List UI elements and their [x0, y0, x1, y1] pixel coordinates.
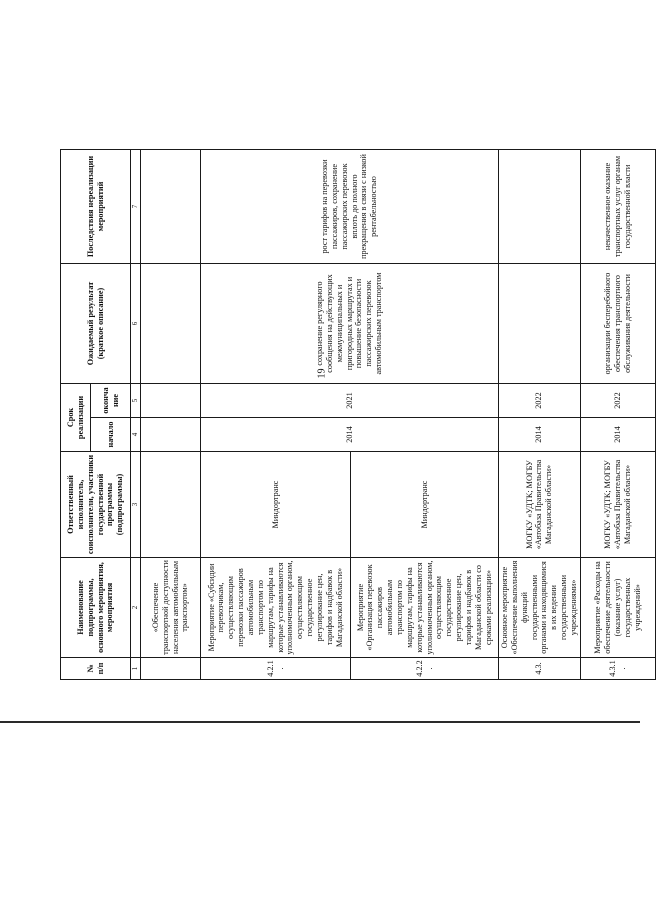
header-num: № п/п	[61, 658, 131, 680]
row-start: 2014	[201, 418, 499, 452]
row-name: «Обеспечение транспортной доступности населения автомобильным транспортом»	[141, 558, 201, 658]
column-number: 3	[131, 452, 141, 558]
column-number: 5	[131, 384, 141, 418]
column-number: 6	[131, 264, 141, 384]
page-number: 19	[316, 368, 328, 379]
row-start: 2014	[580, 418, 655, 452]
header-result: Ожидаемый результат (краткое описание)	[61, 264, 131, 384]
row-result: сохранение регулярного сообщения на действующих межмуниципальных и пригородных маршрутах и повышение безопасности пассажирских перевозок автомобильным транспортом	[201, 264, 499, 384]
row-name: Мероприятие «Организация перевозок пассажиров автомобильным транспортом по маршрутам, тарифы на которые устанавливаются уполномоченным органом, осуществляющим государственное регулирование цен, тарифов и надбавок в Магаданской области со сроками реализации»	[351, 558, 499, 658]
page-separator-line	[0, 721, 640, 723]
row-responsible: Миндортранс	[351, 452, 499, 558]
row-consequences: некачественное оказание транспортных услуг органам государственной власти	[580, 150, 655, 264]
header-responsible: Ответственный исполнитель, соисполнители, участники государственной программы (подпрограммы)	[61, 452, 131, 558]
row-name: Мероприятие «Субсидии перевозчикам, осуществляющим перевозки пассажиров автомобильным транспортом по маршрутам, тарифы на которые устанавливаются уполномоченным органом, осуществляющим государственное регулирование цен, тарифов и надбавок в Магаданской области»	[201, 558, 351, 658]
header-end: оконча ние	[91, 384, 131, 418]
row-end: 2022	[499, 384, 581, 418]
column-number: 4	[131, 418, 141, 452]
row-num: 4.3.	[499, 658, 581, 680]
row-consequences	[141, 150, 201, 264]
row-consequences	[499, 150, 581, 264]
table-header-row	[61, 40, 91, 680]
row-responsible	[141, 452, 201, 558]
header-consequences: Последствия нереализации мероприятий	[61, 150, 131, 264]
row-num: 4.3.1.	[580, 658, 655, 680]
row-result: организации бесперебойного обеспечения транспортного обслуживания деятельности	[580, 264, 655, 384]
row-num	[141, 658, 201, 680]
row-end: 2022	[580, 384, 655, 418]
row-name: Основное мероприятие «Обеспечение выполнения функций государственными органами и находящимися в их ведении государственными учреждениями»	[499, 558, 581, 658]
row-start	[141, 418, 201, 452]
column-number: 2	[131, 558, 141, 658]
program-activities-table	[60, 40, 656, 681]
header-name: Наименование подпрограммы, основного мероприятия, мероприятия	[61, 558, 131, 658]
row-num: 4.2.1.	[201, 658, 351, 680]
header-start: начало	[91, 418, 131, 452]
row-responsible: МОГКУ «УДТК; МОГБУ «Автобаза Правительства Магаданской области»	[580, 452, 655, 558]
row-responsible: МОГКУ «УДТК; МОГБУ «Автобаза Правительства Магаданской области»	[499, 452, 581, 558]
row-result	[141, 264, 201, 384]
header-term: Срок реализации	[61, 384, 91, 452]
row-start: 2014	[499, 418, 581, 452]
row-end	[141, 384, 201, 418]
column-number: 1	[131, 658, 141, 680]
row-consequences: рост тарифов на перевозки пассажиров, сохранение пассажирских перевозок вплоть до полного прекращения в связи с низкой рентабельностью	[201, 150, 499, 264]
rotated-table-area	[60, 40, 642, 680]
right-margin	[61, 40, 656, 150]
row-result	[499, 264, 581, 384]
row-name: Мероприятие «Расходы на обеспечение деятельности (оказание услуг) государственных учреждений»	[580, 558, 655, 658]
column-number: 7	[131, 150, 141, 264]
row-end: 2021	[201, 384, 499, 418]
row-responsible: Миндортранс	[201, 452, 351, 558]
rotated-page-content	[60, 40, 642, 680]
row-num: 4.2.2.	[351, 658, 499, 680]
